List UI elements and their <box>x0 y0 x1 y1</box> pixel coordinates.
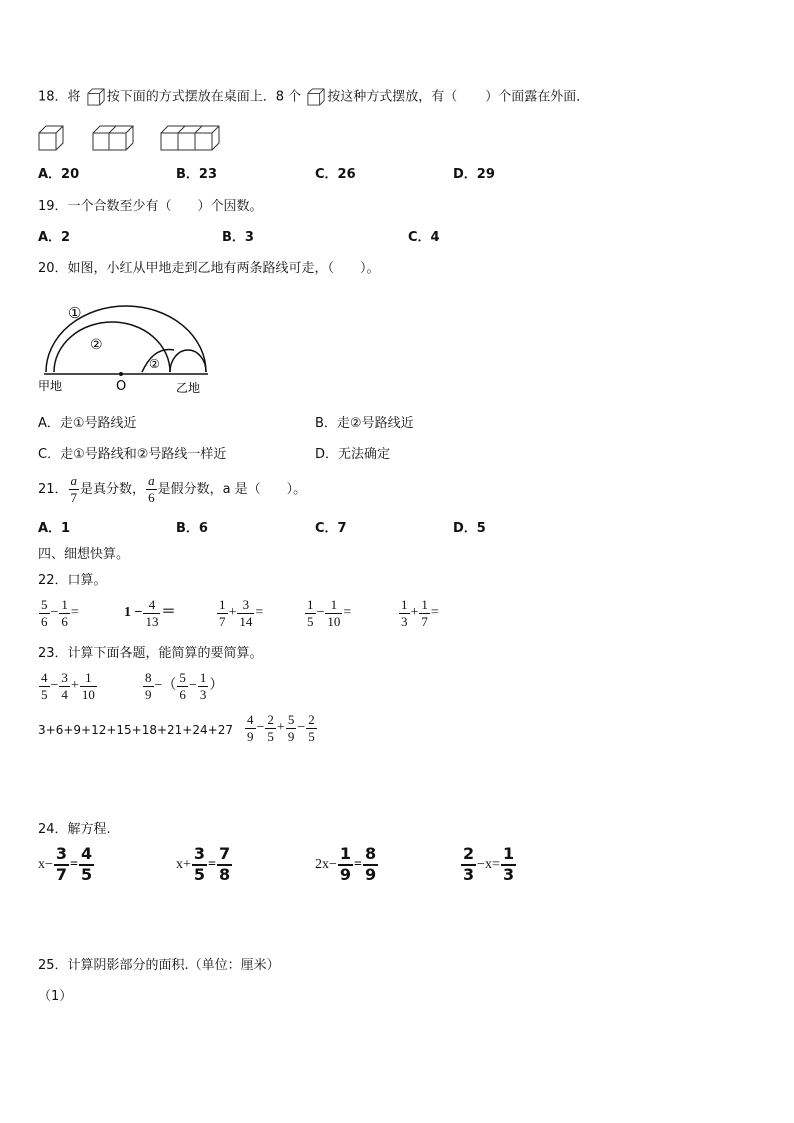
q21-option-c[interactable]: C．7 <box>315 521 347 536</box>
route1-label: ① <box>68 304 82 322</box>
cube-icon <box>307 88 325 106</box>
q23-title: 23．计算下面各题，能简算的要简算。 <box>38 646 263 661</box>
q18-text-4: ）个面露在外面． <box>485 89 590 105</box>
q18-option-c[interactable]: C．26 <box>315 167 356 182</box>
q19-option-a[interactable]: A．2 <box>38 230 71 245</box>
q21-text-2: 是假分数，a 是（ ）。 <box>157 481 307 497</box>
section-heading: 四、细想快算。 <box>38 547 130 562</box>
q21-option-d[interactable]: D．5 <box>453 521 486 536</box>
q22-expr-3[interactable]: $\frac{1}{7}$ + $\frac{3}{14}$ = <box>219 597 264 629</box>
q18-option-d[interactable]: D．29 <box>453 167 495 182</box>
q20-option-d[interactable]: D．无法确定 <box>315 447 391 462</box>
q23-expr-2[interactable]: $\frac{8}{9}$ −（ $\frac{5}{6}$ − $\frac{1}{3}$ ） <box>145 670 224 702</box>
fraction-a-over-6: $\frac{a}{6}$ <box>148 473 155 505</box>
q21-option-a[interactable]: A．1 <box>38 521 71 536</box>
q22-expr-2[interactable]: 1 − $\frac{4}{13}$ ＝ <box>124 597 176 629</box>
q19-option-c[interactable]: C．4 <box>408 230 440 245</box>
q19-option-b[interactable]: B．3 <box>222 230 254 245</box>
route-semicircle-figure <box>36 296 216 398</box>
q18-text-1: 将 <box>67 89 81 105</box>
q23-expr-4[interactable]: $\frac{4}{9}$ − $\frac{2}{5}$ + $\frac{5}{9}$ − $\frac{2}{5}$ <box>247 712 315 744</box>
q22-title: 22．口算。 <box>38 573 107 588</box>
q20-stem: 20．如图，小红从甲地走到乙地有两条路线可走，（ ）。 <box>38 261 380 276</box>
start-label: 甲地 <box>38 379 63 393</box>
q22-expr-5[interactable]: $\frac{1}{3}$ + $\frac{1}{7}$ = <box>401 597 439 629</box>
q24-equation-2[interactable]: x+ $\frac{3}{5}$ = $\frac{7}{8}$ <box>176 844 231 884</box>
q21-number: 21． <box>38 481 68 497</box>
q18-number: 18． <box>38 89 68 105</box>
q18-option-a[interactable]: A．20 <box>38 167 80 182</box>
q18-option-b[interactable]: B．23 <box>176 167 217 182</box>
q25-title: 25．计算阴影部分的面积.（单位：厘米） <box>38 958 280 973</box>
end-label: 乙地 <box>176 381 201 395</box>
q24-title: 24．解方程. <box>38 822 111 837</box>
q24-equation-1[interactable]: x− $\frac{3}{7}$ = $\frac{4}{5}$ <box>38 844 93 884</box>
q22-expr-4[interactable]: $\frac{1}{5}$ − $\frac{1}{10}$ = <box>307 597 352 629</box>
q24-equation-4[interactable]: $\frac{2}{3}$ −x= $\frac{1}{3}$ <box>463 844 515 884</box>
route2-label: ② <box>90 337 103 353</box>
q21-text-1: 是真分数， <box>80 481 146 497</box>
q21-option-b[interactable]: B．6 <box>176 521 208 536</box>
q20-option-c[interactable]: C．走①号路线和②号路线一样近 <box>38 447 227 462</box>
q19-stem: 19．一个合数至少有（ ）个因数。 <box>38 199 263 214</box>
q23-expr-3[interactable]: 3+6+9+12+15+18+21+24+27 <box>38 723 233 737</box>
q23-expr-1[interactable]: $\frac{4}{5}$ − $\frac{3}{4}$ + $\frac{1}{10}$ <box>41 670 95 702</box>
route2-label-small: ② <box>149 357 160 371</box>
q24-equation-3[interactable]: 2x− $\frac{1}{9}$ = $\frac{8}{9}$ <box>315 844 377 884</box>
q18-text-3: 按这种方式摆放，有（ <box>327 89 458 105</box>
q20-option-a[interactable]: A．走①号路线近 <box>38 416 137 431</box>
cube-arrangement-figure <box>38 125 228 151</box>
q25-subpart-label: （1） <box>38 989 73 1004</box>
q22-expr-1[interactable]: $\frac{5}{6}$ − $\frac{1}{6}$ = <box>41 597 79 629</box>
fraction-a-over-7: $\frac{a}{7}$ <box>70 473 78 505</box>
cube-icon <box>87 88 105 106</box>
center-label: O <box>116 379 127 394</box>
q18-text-2: 按下面的方式摆放在桌面上．8 个 <box>106 89 302 105</box>
q21-stem <box>38 474 306 504</box>
q20-option-b[interactable]: B．走②号路线近 <box>315 416 414 431</box>
q18-stem <box>38 88 589 106</box>
